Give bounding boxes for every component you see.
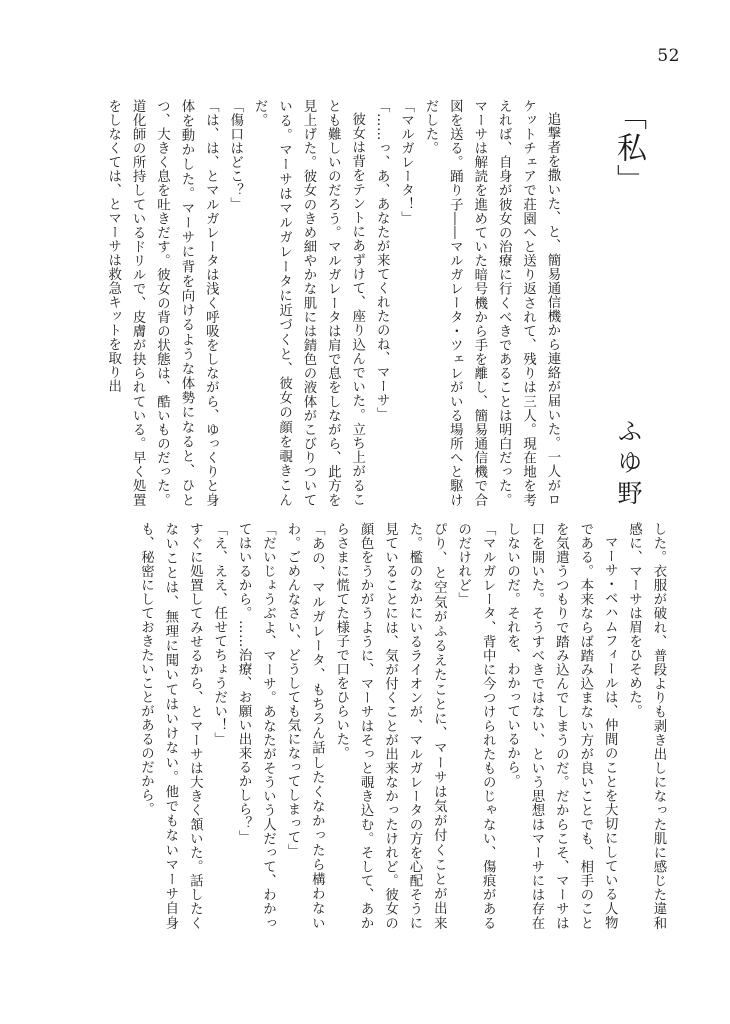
paragraph: ぴり、と空気がふるえたことに、マーサは気が付くことが出来た。檻のなかにいるライオンが、マルガレータの方を心配そうに見ていることには、気が付くことが出来なかったけれど。彼女の顔色をうかがうように、マーサはそっと覗き込む。そして、あからさまに慌てた様子で口をひらいた。	[333, 522, 447, 930]
dialogue-line: 「傷口はどこ？」	[227, 99, 243, 211]
dialogue-line: 「マルガレータ！」	[398, 99, 414, 225]
author-name: ふゆ野	[614, 418, 643, 511]
paragraph: マーサ・ベハムフィールは、仲間のことを大切にしている人物である。本来ならば踏み込まない方が良いことでも、相手のことを気遣うつもりで踏み込んでしまうのだ。だからこそ、マーサは口を開いた。そうすべきではない、という思想はマーサには存在しないのだ。それを、わかっているから。	[504, 522, 618, 930]
dialogue-line: 「は、は、とマルガレータは浅く呼吸をしながら、ゆっくりと身体を動かした。マーサに背を向けるような体勢になると、ひとつ、大きく息を吐きだす。彼女の背の状態は、酷いものだった。道化師の所持しているドリルで、皮膚が抉られている。早く処置をしなくては、とマーサは救急キットを取り出	[105, 99, 219, 507]
paragraph: 彼女は背をテントにあずけて、座り込んでいた。立ち上がることも難しいのだろう。マルガレータは肩で息をしながら、此方を見上げた。彼女のきめ細やかな肌には錆色の液体がこびりついている。マーサはマルガレータに近づくと、彼女の顔を覗きこんだ。	[252, 99, 365, 507]
dialogue-line: 「……っ、あ、あなたが来てくれたのね、マーサ」	[374, 99, 390, 421]
paragraph: した。衣服が破れ、普段よりも剥き出しになった肌に感じた違和感に、マーサは眉をひそめた。	[626, 522, 666, 930]
dialogue-line: 「マルガレータ、背中に今つけられたものじゃない、傷痕があるのだけれど」	[455, 522, 496, 930]
story-title: 「私」	[611, 100, 646, 196]
dialogue-line: 「あの、マルガレータ、もちろん話したくなかったら構わないわ。ごめんなさい、どうしても気になってしまって」	[284, 522, 325, 930]
page-number: 52	[657, 46, 680, 66]
paragraph: 追撃者を撒いた、と、簡易通信機から連絡が届いた。一人がロケットチェアで荘園へと送り返されて、残りは三人。現在地を考えれば、自身が彼女の治療に行くべきであることは明白だった。マーサは解読を進めていた暗号機から手を離し、簡易通信機で合図を送る。踊り子――マルガレータ・ツェレがいる場所へと駆けだした。	[422, 99, 560, 507]
paragraph: すぐに処置してみせるから、とマーサは大きく頷いた。話したくないことは、無理に聞いてはいけない。他でもないマーサ自身も、秘密にしておきたいことがあるのだから。	[138, 522, 203, 930]
lower-text-column	[114, 522, 670, 930]
dialogue-line: 「だいじょうぶよ、マーサ。あなたがそういう人だって、わかってはいるから。……治療、お願い出来るかしら？」	[236, 522, 276, 930]
dialogue-line: 「え、ええ、任せてちょうだい！」	[211, 522, 227, 746]
upper-text-column	[105, 99, 564, 507]
